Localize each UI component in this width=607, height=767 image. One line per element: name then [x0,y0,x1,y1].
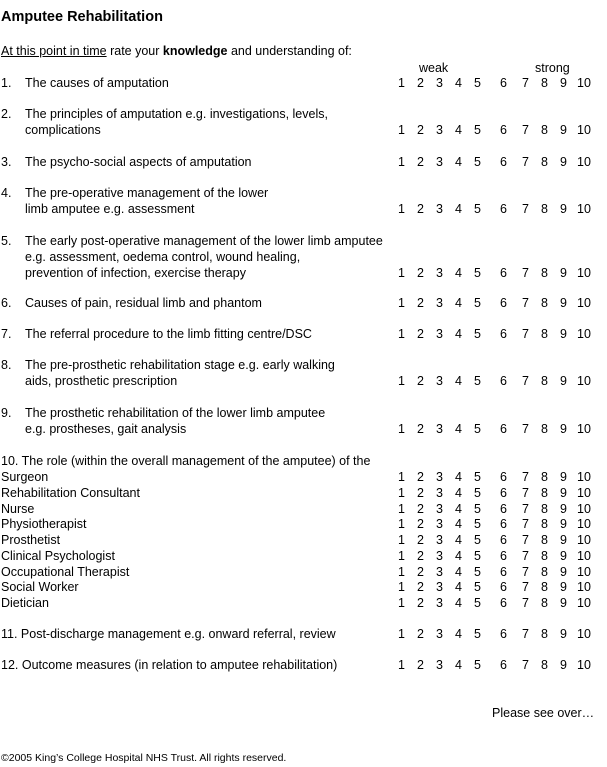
rating-option-10[interactable]: 10 [577,374,591,388]
rating-option-1[interactable]: 1 [398,658,405,672]
rating-option-5[interactable]: 5 [474,533,481,547]
rating-option-7[interactable]: 7 [522,76,529,90]
scale-label-strong: strong [535,61,570,75]
rating-option-1[interactable]: 1 [398,202,405,216]
rating-option-10[interactable]: 10 [577,627,591,641]
rating-scale [0,266,607,281]
rating-option-10[interactable]: 10 [577,470,591,484]
rating-option-4[interactable]: 4 [455,596,462,610]
role-label: Surgeon [1,470,49,484]
rating-option-4[interactable]: 4 [455,658,462,672]
rating-option-6[interactable]: 6 [500,470,507,484]
rating-option-7[interactable]: 7 [522,564,529,579]
rating-option-7[interactable]: 7 [522,202,529,216]
rating-option-8[interactable]: 8 [541,548,548,563]
please-see-over: Please see over… [492,706,595,720]
rating-option-6[interactable]: 6 [500,627,507,641]
rating-option-1[interactable]: 1 [398,374,405,388]
rating-option-7[interactable]: 7 [522,155,529,169]
rating-option-1[interactable]: 1 [398,517,405,532]
rating-option-10[interactable]: 10 [577,564,591,579]
rating-option-4[interactable]: 4 [455,155,462,169]
rating-option-4[interactable]: 4 [455,501,462,516]
rating-option-4[interactable]: 4 [455,76,462,90]
rating-option-2[interactable]: 2 [417,470,424,484]
rating-option-6[interactable]: 6 [500,422,507,436]
rating-option-7[interactable]: 7 [522,266,529,280]
rating-option-9[interactable]: 9 [560,533,567,547]
question-number: 9. [1,406,12,420]
question-text: The pre-operative management of the lower [25,186,269,200]
role-label: Rehabilitation Consultant [1,485,140,500]
rating-option-9[interactable]: 9 [560,327,567,341]
rating-option-2[interactable]: 2 [417,76,424,90]
rating-option-5[interactable]: 5 [474,296,481,310]
rating-option-3[interactable]: 3 [436,580,443,595]
rating-option-7[interactable]: 7 [522,517,529,532]
rating-scale [0,596,607,611]
rating-option-5[interactable]: 5 [474,517,481,532]
rating-option-6[interactable]: 6 [500,485,507,500]
rating-option-9[interactable]: 9 [560,123,567,137]
rating-option-8[interactable]: 8 [541,485,548,500]
rating-option-6[interactable]: 6 [500,517,507,532]
rating-scale [0,202,607,217]
rating-option-6[interactable]: 6 [500,548,507,563]
instructions [1,44,352,60]
role-label: Occupational Therapist [1,564,130,579]
rating-option-4[interactable]: 4 [455,470,462,484]
rating-scale [0,580,607,595]
rating-option-6[interactable]: 6 [500,374,507,388]
copyright-notice: ©2005 King’s College Hospital NHS Trust. All rights reserved. [1,752,287,764]
rating-scale [0,517,607,532]
question-text: limb amputee e.g. assessment [25,202,195,216]
rating-scale [0,296,607,311]
rating-option-10[interactable]: 10 [577,548,591,563]
rating-scale [0,327,607,342]
rating-option-10[interactable]: 10 [577,580,591,595]
rating-option-2[interactable]: 2 [417,327,424,341]
rating-scale [0,565,607,580]
rating-option-10[interactable]: 10 [577,501,591,516]
rating-option-6[interactable]: 6 [500,266,507,280]
rating-option-5[interactable]: 5 [474,658,481,672]
question-text: aids, prosthetic prescription [25,374,178,388]
question-text: The pre-prosthetic rehabilitation stage e.g. early walking [25,358,335,372]
rating-option-6[interactable]: 6 [500,658,507,672]
rating-option-1[interactable]: 1 [398,533,405,547]
rating-option-4[interactable]: 4 [455,202,462,216]
role-label: Dietician [1,596,49,610]
rating-option-5[interactable]: 5 [474,123,481,137]
rating-option-10[interactable]: 10 [577,485,591,500]
rating-scale [0,155,607,170]
rating-option-9[interactable]: 9 [560,658,567,672]
question-number: 5. [1,234,12,248]
rating-option-9[interactable]: 9 [560,155,567,169]
rating-option-9[interactable]: 9 [560,517,567,532]
question-text: The causes of amputation [25,76,169,90]
rating-option-8[interactable]: 8 [541,123,548,137]
rating-option-4[interactable]: 4 [455,327,462,341]
rating-option-9[interactable]: 9 [560,485,567,500]
rating-option-7[interactable]: 7 [522,658,529,672]
question-10-heading: 10. The role (within the overall management of the amputee) of the [1,454,371,468]
rating-option-3[interactable]: 3 [436,470,443,484]
rating-option-8[interactable]: 8 [541,155,548,169]
rating-option-9[interactable]: 9 [560,76,567,90]
rating-option-7[interactable]: 7 [522,327,529,341]
rating-option-3[interactable]: 3 [436,596,443,610]
rating-option-7[interactable]: 7 [522,470,529,484]
question-number: 3. [1,155,12,169]
rating-option-10[interactable]: 10 [577,202,591,216]
rating-option-3[interactable]: 3 [436,296,443,310]
question-number: 2. [1,107,12,121]
question-text: complications [25,123,101,137]
rating-option-3[interactable]: 3 [436,533,443,547]
question-text: The early post-operative management of the lower limb amputee [25,234,383,248]
rating-option-2[interactable]: 2 [417,155,424,169]
role-label: Social Worker [1,580,79,595]
rating-option-3[interactable]: 3 [436,202,443,216]
rating-option-5[interactable]: 5 [474,155,481,169]
rating-option-10[interactable]: 10 [577,155,591,169]
rating-option-4[interactable]: 4 [455,533,462,547]
rating-option-8[interactable]: 8 [541,533,548,547]
rating-option-7[interactable]: 7 [522,422,529,436]
rating-option-7[interactable]: 7 [522,374,529,388]
rating-option-8[interactable]: 8 [541,76,548,90]
rating-option-2[interactable]: 2 [417,548,424,563]
rating-option-10[interactable]: 10 [577,123,591,137]
rating-option-5[interactable]: 5 [474,76,481,90]
rating-option-7[interactable]: 7 [522,296,529,310]
rating-option-4[interactable]: 4 [455,266,462,280]
rating-option-2[interactable]: 2 [417,266,424,280]
rating-option-3[interactable]: 3 [436,485,443,500]
rating-option-8[interactable]: 8 [541,580,548,595]
role-label: Clinical Psychologist [1,548,115,563]
role-label: Prosthetist [1,533,61,547]
instructions-underlined: At this point in time [1,44,107,58]
rating-option-5[interactable]: 5 [474,564,481,579]
rating-option-8[interactable]: 8 [541,658,548,672]
rating-option-10[interactable]: 10 [577,658,591,672]
rating-option-4[interactable]: 4 [455,422,462,436]
rating-option-5[interactable]: 5 [474,548,481,563]
rating-option-6[interactable]: 6 [500,327,507,341]
question-text: The psycho-social aspects of amputation [25,155,252,169]
rating-option-5[interactable]: 5 [474,470,481,484]
rating-option-7[interactable]: 7 [522,485,529,500]
rating-scale [0,470,607,485]
question-number: 6. [1,296,12,310]
rating-option-7[interactable]: 7 [522,533,529,547]
rating-option-9[interactable]: 9 [560,202,567,216]
rating-option-5[interactable]: 5 [474,266,481,280]
question-text: prevention of infection, exercise therapy [25,266,246,280]
rating-option-10[interactable]: 10 [577,517,591,532]
question-text: e.g. prostheses, gait analysis [25,422,187,436]
rating-option-6[interactable]: 6 [500,533,507,547]
rating-option-2[interactable]: 2 [417,296,424,310]
rating-option-4[interactable]: 4 [455,123,462,137]
instructions-bold: knowledge [162,44,228,58]
rating-option-5[interactable]: 5 [474,422,481,436]
rating-option-2[interactable]: 2 [417,517,424,532]
rating-option-2[interactable]: 2 [417,374,424,388]
rating-option-3[interactable]: 3 [436,517,443,532]
rating-option-10[interactable]: 10 [577,596,591,610]
rating-option-1[interactable]: 1 [398,596,405,610]
rating-option-7[interactable]: 7 [522,596,529,610]
question-number: 1. [1,76,12,90]
rating-option-1[interactable]: 1 [398,422,405,436]
rating-option-9[interactable]: 9 [560,266,567,280]
rating-option-4[interactable]: 4 [455,627,462,641]
rating-option-7[interactable]: 7 [522,123,529,137]
rating-option-5[interactable]: 5 [474,485,481,500]
rating-option-2[interactable]: 2 [417,501,424,516]
rating-option-3[interactable]: 3 [436,266,443,280]
question-11: 11. Post-discharge management e.g. onward referral, review [1,627,336,641]
rating-option-1[interactable]: 1 [398,327,405,341]
rating-option-4[interactable]: 4 [455,564,462,579]
rating-option-1[interactable]: 1 [398,470,405,484]
rating-option-1[interactable]: 1 [398,548,405,563]
rating-option-6[interactable]: 6 [500,76,507,90]
instructions-text-1: rate your [106,44,163,58]
rating-option-3[interactable]: 3 [436,422,443,436]
rating-option-1[interactable]: 1 [398,155,405,169]
rating-option-10[interactable]: 10 [577,327,591,341]
rating-option-1[interactable]: 1 [398,485,405,500]
rating-option-3[interactable]: 3 [436,327,443,341]
rating-option-9[interactable]: 9 [560,374,567,388]
rating-option-8[interactable]: 8 [541,374,548,388]
rating-option-9[interactable]: 9 [560,580,567,595]
rating-option-4[interactable]: 4 [455,580,462,595]
rating-option-8[interactable]: 8 [541,470,548,484]
rating-option-10[interactable]: 10 [577,266,591,280]
rating-option-6[interactable]: 6 [500,155,507,169]
rating-option-10[interactable]: 10 [577,296,591,310]
question-text: The principles of amputation e.g. investigations, levels, [25,107,328,121]
rating-option-2[interactable]: 2 [417,123,424,137]
rating-scale [0,123,607,138]
rating-scale [0,658,607,673]
rating-option-3[interactable]: 3 [436,564,443,579]
rating-scale [0,549,607,564]
rating-option-8[interactable]: 8 [541,266,548,280]
rating-option-3[interactable]: 3 [436,374,443,388]
rating-scale [0,502,607,517]
rating-option-9[interactable]: 9 [560,501,567,516]
rating-option-3[interactable]: 3 [436,76,443,90]
rating-option-6[interactable]: 6 [500,501,507,516]
rating-option-3[interactable]: 3 [436,548,443,563]
rating-option-9[interactable]: 9 [560,422,567,436]
rating-option-1[interactable]: 1 [398,296,405,310]
rating-option-2[interactable]: 2 [417,485,424,500]
rating-option-7[interactable]: 7 [522,501,529,516]
rating-option-7[interactable]: 7 [522,580,529,595]
rating-option-9[interactable]: 9 [560,548,567,563]
question-number: 4. [1,186,12,200]
rating-option-5[interactable]: 5 [474,596,481,610]
rating-scale [0,533,607,548]
rating-option-4[interactable]: 4 [455,548,462,563]
role-label: Nurse [1,501,35,516]
rating-option-2[interactable]: 2 [417,202,424,216]
rating-option-5[interactable]: 5 [474,627,481,641]
rating-option-9[interactable]: 9 [560,564,567,579]
question-text: The referral procedure to the limb fitting centre/DSC [25,327,312,341]
rating-option-7[interactable]: 7 [522,627,529,641]
rating-option-6[interactable]: 6 [500,596,507,610]
rating-option-10[interactable]: 10 [577,533,591,547]
rating-option-1[interactable]: 1 [398,501,405,516]
rating-option-8[interactable]: 8 [541,596,548,610]
rating-option-2[interactable]: 2 [417,658,424,672]
instructions-text-2: and understanding of: [227,44,352,58]
rating-option-6[interactable]: 6 [500,296,507,310]
rating-option-10[interactable]: 10 [577,76,591,90]
rating-option-6[interactable]: 6 [500,123,507,137]
rating-option-2[interactable]: 2 [417,564,424,579]
rating-option-5[interactable]: 5 [474,202,481,216]
rating-option-5[interactable]: 5 [474,580,481,595]
rating-option-2[interactable]: 2 [417,596,424,610]
question-text: The prosthetic rehabilitation of the lower limb amputee [25,406,326,420]
rating-option-8[interactable]: 8 [541,501,548,516]
rating-option-1[interactable]: 1 [398,76,405,90]
rating-option-4[interactable]: 4 [455,296,462,310]
rating-option-3[interactable]: 3 [436,123,443,137]
rating-option-10[interactable]: 10 [577,422,591,436]
rating-scale [0,422,607,437]
rating-option-5[interactable]: 5 [474,327,481,341]
role-label: Physiotherapist [1,517,87,532]
rating-option-8[interactable]: 8 [541,627,548,641]
rating-option-6[interactable]: 6 [500,202,507,216]
question-text: e.g. assessment, oedema control, wound healing, [25,250,301,264]
rating-option-7[interactable]: 7 [522,548,529,563]
question-12: 12. Outcome measures (in relation to amputee rehabilitation) [1,658,338,672]
question-text: Causes of pain, residual limb and phantom [25,296,262,310]
rating-scale [0,486,607,501]
rating-option-9[interactable]: 9 [560,470,567,484]
rating-option-9[interactable]: 9 [560,596,567,610]
rating-option-8[interactable]: 8 [541,202,548,216]
rating-option-1[interactable]: 1 [398,564,405,579]
rating-option-8[interactable]: 8 [541,296,548,310]
rating-option-2[interactable]: 2 [417,627,424,641]
rating-option-4[interactable]: 4 [455,517,462,532]
rating-option-2[interactable]: 2 [417,422,424,436]
rating-option-8[interactable]: 8 [541,327,548,341]
rating-option-9[interactable]: 9 [560,627,567,641]
rating-option-4[interactable]: 4 [455,485,462,500]
rating-scale [0,374,607,389]
rating-option-2[interactable]: 2 [417,533,424,547]
question-number: 7. [1,327,12,341]
rating-scale [0,627,607,642]
scale-label-weak: weak [419,61,449,75]
rating-option-8[interactable]: 8 [541,422,548,436]
rating-option-8[interactable]: 8 [541,517,548,532]
rating-option-1[interactable]: 1 [398,123,405,137]
question-number: 8. [1,358,12,372]
rating-option-3[interactable]: 3 [436,658,443,672]
rating-option-3[interactable]: 3 [436,501,443,516]
rating-option-5[interactable]: 5 [474,501,481,516]
rating-option-1[interactable]: 1 [398,627,405,641]
rating-option-6[interactable]: 6 [500,564,507,579]
rating-option-5[interactable]: 5 [474,374,481,388]
rating-option-8[interactable]: 8 [541,564,548,579]
rating-option-3[interactable]: 3 [436,627,443,641]
page-title: Amputee Rehabilitation [1,9,163,25]
rating-option-3[interactable]: 3 [436,155,443,169]
rating-option-2[interactable]: 2 [417,580,424,595]
rating-option-4[interactable]: 4 [455,374,462,388]
rating-scale [0,76,607,91]
rating-option-6[interactable]: 6 [500,580,507,595]
rating-option-1[interactable]: 1 [398,580,405,595]
rating-option-9[interactable]: 9 [560,296,567,310]
rating-option-1[interactable]: 1 [398,266,405,280]
